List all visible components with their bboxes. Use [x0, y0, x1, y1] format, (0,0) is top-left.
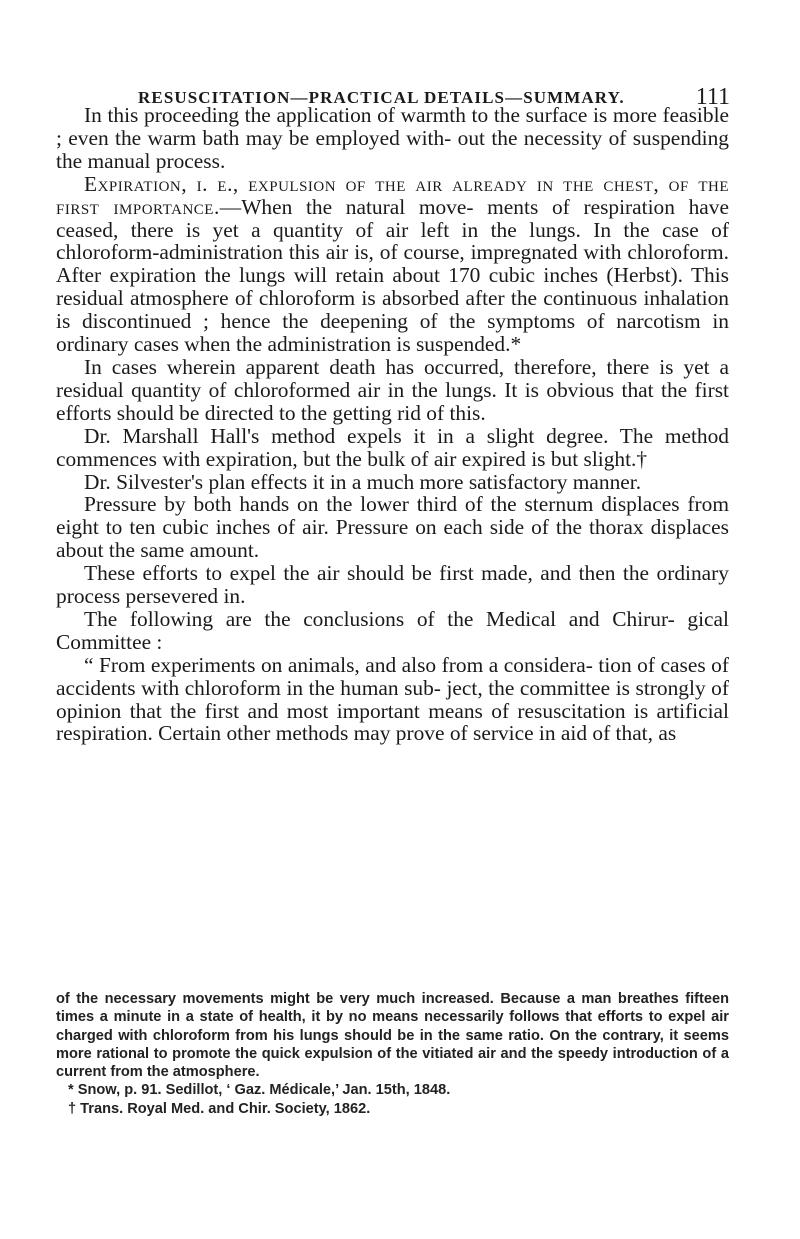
footnote-snow: * Snow, p. 91. Sedillot, ‘ Gaz. Médicale,’ Jan. 15th, 1848. — [68, 1082, 451, 1099]
paragraph-efforts: These efforts to expel the air should be first made, and then the ordinary process persevered in. — [56, 561, 729, 609]
paragraph-silvester: Dr. Silvester's plan effects it in a much more satisfactory manner. — [84, 469, 642, 494]
paragraph-expiration — [56, 173, 729, 356]
paragraph-expiration-text: —When the natural move- ments of respiration have ceased, there is yet a quantity of air left in the lungs. In the case of chloroform-administration this air is, of course, impregnated with chloroform. After expiration the lungs will retain about 170 cubic inches (Herbst). This residual atmosphere of chloroform is absorbed after the continuous inhalation is discontinued ; hence the deepening of the symptoms of narcotism in ordinary cases when the administration is suspended.* — [56, 194, 729, 357]
page-number: 111 — [695, 84, 730, 110]
footnote-continuation: of the necessary movements might be very much increased. Because a man breathes fifteen times a minute in a state of health, it by no means necessarily follows that efforts to expel air charged with chloroform from his lungs should be in the same ratio. On the contrary, it seems more rational to promote the quick expulsion of the vitiated air and the speedy introduction of a current from the atmosphere. — [56, 991, 729, 1081]
main-text — [56, 104, 729, 745]
paragraph-pressure: Pressure by both hands on the lower third of the sternum displaces from eight to ten cubic inches of air. Pressure on each side of the thorax displaces about the same amount. — [56, 492, 729, 563]
paragraph-committee-intro: The following are the conclusions of the Medical and Chirur- gical Committee : — [56, 606, 729, 654]
paragraph-warmth: In this proceeding the application of warmth to the surface is more feasible ; even the warm bath may be employed with- out the necessity of suspending the manual process. — [56, 103, 729, 173]
footnote-trans-royal: † Trans. Royal Med. and Chir. Society, 1862. — [68, 1100, 371, 1117]
running-head: RESUSCITATION—PRACTICAL DETAILS—SUMMARY. — [138, 88, 625, 107]
paragraph-apparent-death: In cases wherein apparent death has occurred, therefore, there is yet a residual quantity of chloroformed air in the lungs. It is obvious that the first efforts should be directed to the getting rid of this. — [56, 354, 729, 425]
paragraph-committee-quote: “ From experiments on animals, and also from a considera- tion of cases of accidents with chloroform in the human sub- ject, the committee is strongly of opinion that the first and most important means of resuscitation is artificial respiration. Certain other methods may prove of service in aid of that, as — [56, 652, 729, 746]
footnotes — [56, 990, 729, 1118]
paragraph-marshall-hall: Dr. Marshall Hall's method expels it in a slight degree. The method commences with expiration, but the bulk of air expired is but slight.† — [56, 423, 729, 471]
section-heading-expiration: Expiration, i. e., expulsion of the air already in the chest, of the first importance. — [56, 171, 729, 219]
